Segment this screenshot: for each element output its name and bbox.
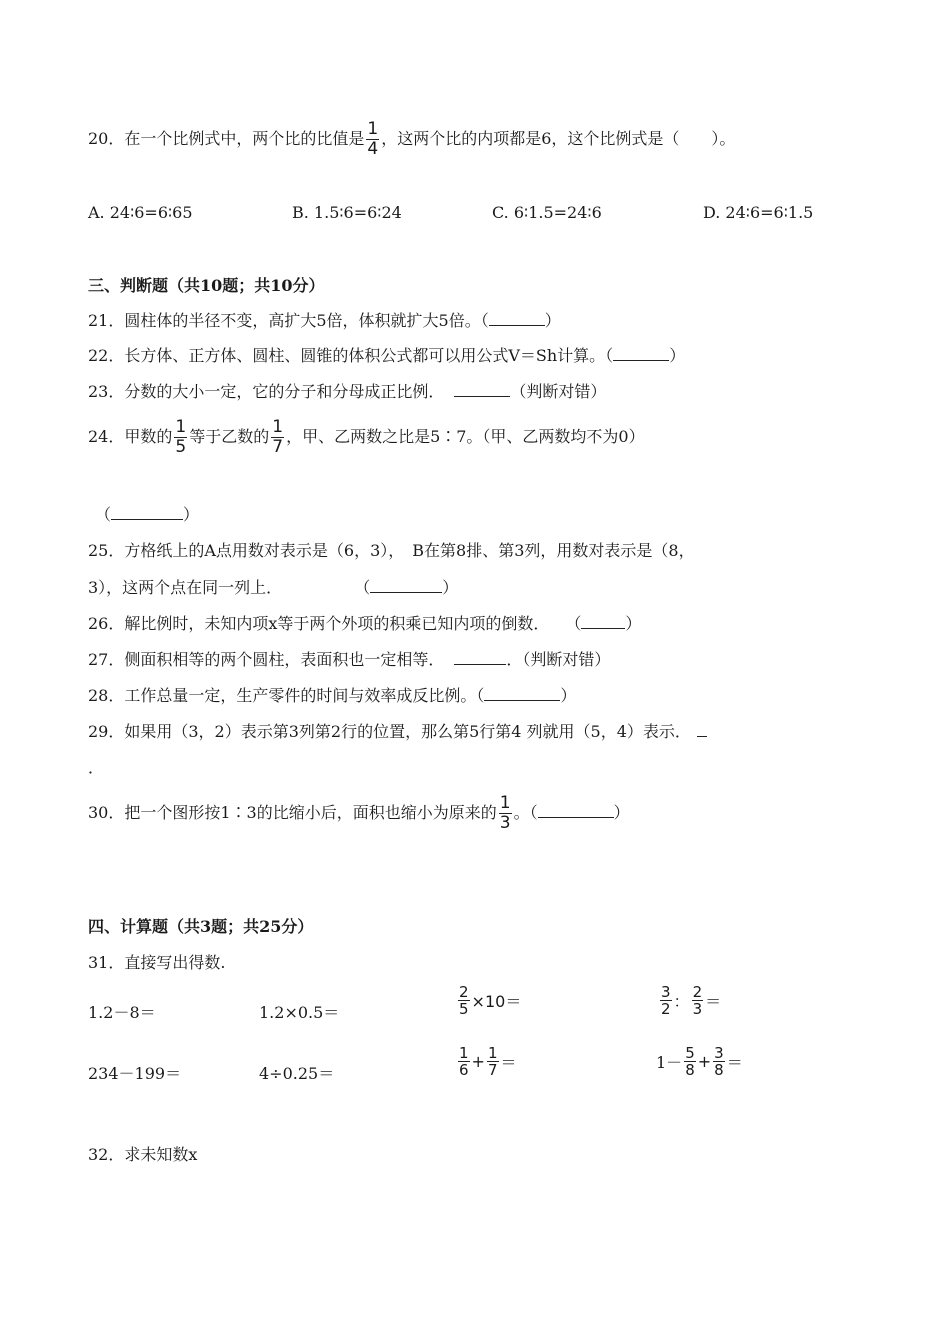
q22-end: ） bbox=[669, 346, 686, 365]
q23-text: 23．分数的大小一定，它的分子和分母成正比例． bbox=[88, 382, 445, 401]
q23-end: （判断对错） bbox=[510, 382, 607, 401]
denominator: 3 bbox=[499, 813, 511, 833]
equals: ＝ bbox=[500, 1053, 517, 1072]
question-26 bbox=[88, 614, 641, 634]
q20-fraction bbox=[366, 120, 379, 159]
numerator: 1 bbox=[272, 417, 284, 437]
question-27 bbox=[88, 650, 610, 670]
plus-sign: + bbox=[471, 1052, 485, 1071]
denominator: 7 bbox=[487, 1061, 498, 1079]
fraction bbox=[458, 1045, 470, 1078]
q27-text: 27．侧面积相等的两个圆柱，表面积也一定相等． bbox=[88, 650, 445, 669]
question-24 bbox=[88, 418, 645, 457]
answer-blank[interactable] bbox=[484, 686, 560, 701]
question-32: 32．求未知数x bbox=[88, 1145, 198, 1164]
q30-fraction bbox=[499, 794, 512, 833]
q30-text: 30．把一个图形按1∶3的比缩小后，面积也缩小为原来的 bbox=[88, 803, 497, 822]
q24-fraction-1 bbox=[174, 418, 187, 457]
prefix: 1－ bbox=[656, 1053, 683, 1072]
answer-blank[interactable] bbox=[454, 650, 506, 665]
calc-ratio bbox=[658, 984, 721, 1017]
q28-text: 28．工作总量一定，生产零件的时间与效率成反比例。（ bbox=[88, 686, 485, 705]
q29-text: 29．如果用（3，2）表示第3列第2行的位置，那么第5行第4 列就用（5，4）表示． bbox=[88, 722, 691, 741]
paren-close: ） bbox=[183, 505, 200, 524]
question-23 bbox=[88, 382, 606, 402]
fraction bbox=[487, 1045, 499, 1078]
q27-end: ．（判断对错） bbox=[506, 650, 611, 669]
answer-blank[interactable] bbox=[581, 614, 625, 629]
answer-blank[interactable] bbox=[538, 803, 614, 818]
denominator: 8 bbox=[685, 1061, 695, 1079]
numerator: 3 bbox=[714, 1044, 724, 1062]
denominator: 4 bbox=[367, 139, 379, 159]
q20-number: 20． bbox=[88, 129, 125, 148]
denominator: 3 bbox=[692, 1000, 703, 1018]
numerator: 5 bbox=[685, 1044, 695, 1062]
paren-open: （ bbox=[354, 578, 371, 597]
denominator: 8 bbox=[714, 1061, 724, 1079]
q24-fraction-2 bbox=[271, 418, 284, 457]
q25-text: 3），这两个点在同一列上． bbox=[88, 578, 283, 597]
q29-end: ． bbox=[88, 758, 105, 777]
calc-fraction-sum bbox=[456, 1045, 517, 1078]
calc-234-minus-199: 234－199＝ bbox=[88, 1064, 182, 1083]
question-29 bbox=[88, 722, 707, 742]
denominator: 5 bbox=[459, 1000, 469, 1018]
answer-blank[interactable] bbox=[697, 722, 707, 737]
denominator: 5 bbox=[175, 437, 187, 457]
calc-4-div-0-25: 4÷0.25＝ bbox=[259, 1064, 335, 1083]
operator: ×10＝ bbox=[471, 992, 522, 1011]
question-22 bbox=[88, 346, 685, 366]
answer-blank[interactable] bbox=[370, 578, 442, 593]
q20-option-c[interactable]: C. 6∶1.5=24∶6 bbox=[492, 203, 602, 222]
q24-text-1: 甲数的 bbox=[124, 427, 173, 446]
numerator: 1 bbox=[499, 793, 511, 813]
paren-close: ） bbox=[442, 578, 459, 597]
question-25-line-2 bbox=[88, 578, 458, 598]
answer-blank[interactable] bbox=[454, 382, 510, 397]
q24-text-2: 等于乙数的 bbox=[189, 427, 270, 446]
denominator: 2 bbox=[661, 1000, 671, 1018]
q20-option-b[interactable]: B. 1.5∶6=6∶24 bbox=[292, 203, 402, 222]
question-21 bbox=[88, 311, 561, 331]
numerator: 1 bbox=[487, 1044, 498, 1062]
q21-end: ） bbox=[544, 311, 561, 330]
section-4-title: 四、计算题（共3题；共25分） bbox=[88, 917, 314, 936]
question-25-line-1: 25．方格纸上的A点用数对表示是（6，3）， B在第8排、第3列，用数对表示是（8， bbox=[88, 541, 695, 560]
calc-fraction-times-10 bbox=[456, 984, 521, 1017]
numerator: 1 bbox=[367, 119, 379, 139]
question-20 bbox=[88, 120, 735, 159]
q20-text-before: 在一个比例式中，两个比的比值是 bbox=[124, 129, 365, 148]
q30-end: ） bbox=[613, 803, 630, 822]
q30-after: 。（ bbox=[513, 803, 538, 822]
numerator: 2 bbox=[459, 983, 469, 1001]
q20-option-d[interactable]: D. 24∶6=6∶1.5 bbox=[703, 203, 814, 222]
fraction bbox=[684, 1045, 696, 1078]
fraction bbox=[458, 984, 470, 1017]
question-28 bbox=[88, 686, 576, 706]
equals: ＝ bbox=[726, 1053, 743, 1072]
q21-text: 21．圆柱体的半径不变，高扩大5倍，体积就扩大5倍。（ bbox=[88, 311, 489, 330]
fraction bbox=[713, 1045, 725, 1078]
q28-end: ） bbox=[560, 686, 577, 705]
section-3-title: 三、判断题（共10题；共10分） bbox=[88, 276, 325, 295]
q22-text: 22．长方体、正方体、圆柱、圆锥的体积公式都可以用公式V＝Sh计算。（ bbox=[88, 346, 614, 365]
ratio-sign: ： bbox=[673, 992, 690, 1011]
numerator: 1 bbox=[459, 1044, 469, 1062]
answer-blank[interactable] bbox=[613, 346, 669, 361]
fraction bbox=[660, 984, 672, 1017]
q20-text-after: ，这两个比的内项都是6，这个比例式是（ ）。 bbox=[381, 129, 736, 148]
q24-number: 24． bbox=[88, 427, 125, 446]
paren-open: （ bbox=[95, 505, 112, 524]
calc-1-2-times-0-5: 1.2×0.5＝ bbox=[259, 1003, 340, 1022]
calc-one-minus-fractions bbox=[656, 1045, 743, 1078]
numerator: 2 bbox=[692, 983, 703, 1001]
q24-text-3: ，甲、乙两数之比是5∶7。（甲、乙两数均不为0） bbox=[286, 427, 645, 446]
fraction bbox=[692, 984, 704, 1017]
calc-1-2-minus-8: 1.2－8＝ bbox=[88, 1003, 156, 1022]
equals: ＝ bbox=[705, 992, 722, 1011]
q26-end: ） bbox=[625, 614, 642, 633]
numerator: 3 bbox=[661, 983, 671, 1001]
question-30 bbox=[88, 794, 630, 833]
denominator: 6 bbox=[459, 1061, 469, 1079]
q20-option-a[interactable]: A. 24∶6=6∶65 bbox=[88, 203, 193, 222]
answer-blank[interactable] bbox=[111, 505, 183, 520]
denominator: 7 bbox=[272, 437, 284, 457]
q24-answer bbox=[95, 505, 199, 525]
plus-sign: + bbox=[697, 1052, 712, 1071]
q26-text: 26．解比例时，未知内项x等于两个外项的积乘已知内项的倒数． （ bbox=[88, 614, 582, 633]
answer-blank[interactable] bbox=[489, 311, 545, 326]
question-31: 31．直接写出得数. bbox=[88, 953, 226, 972]
numerator: 1 bbox=[175, 417, 187, 437]
